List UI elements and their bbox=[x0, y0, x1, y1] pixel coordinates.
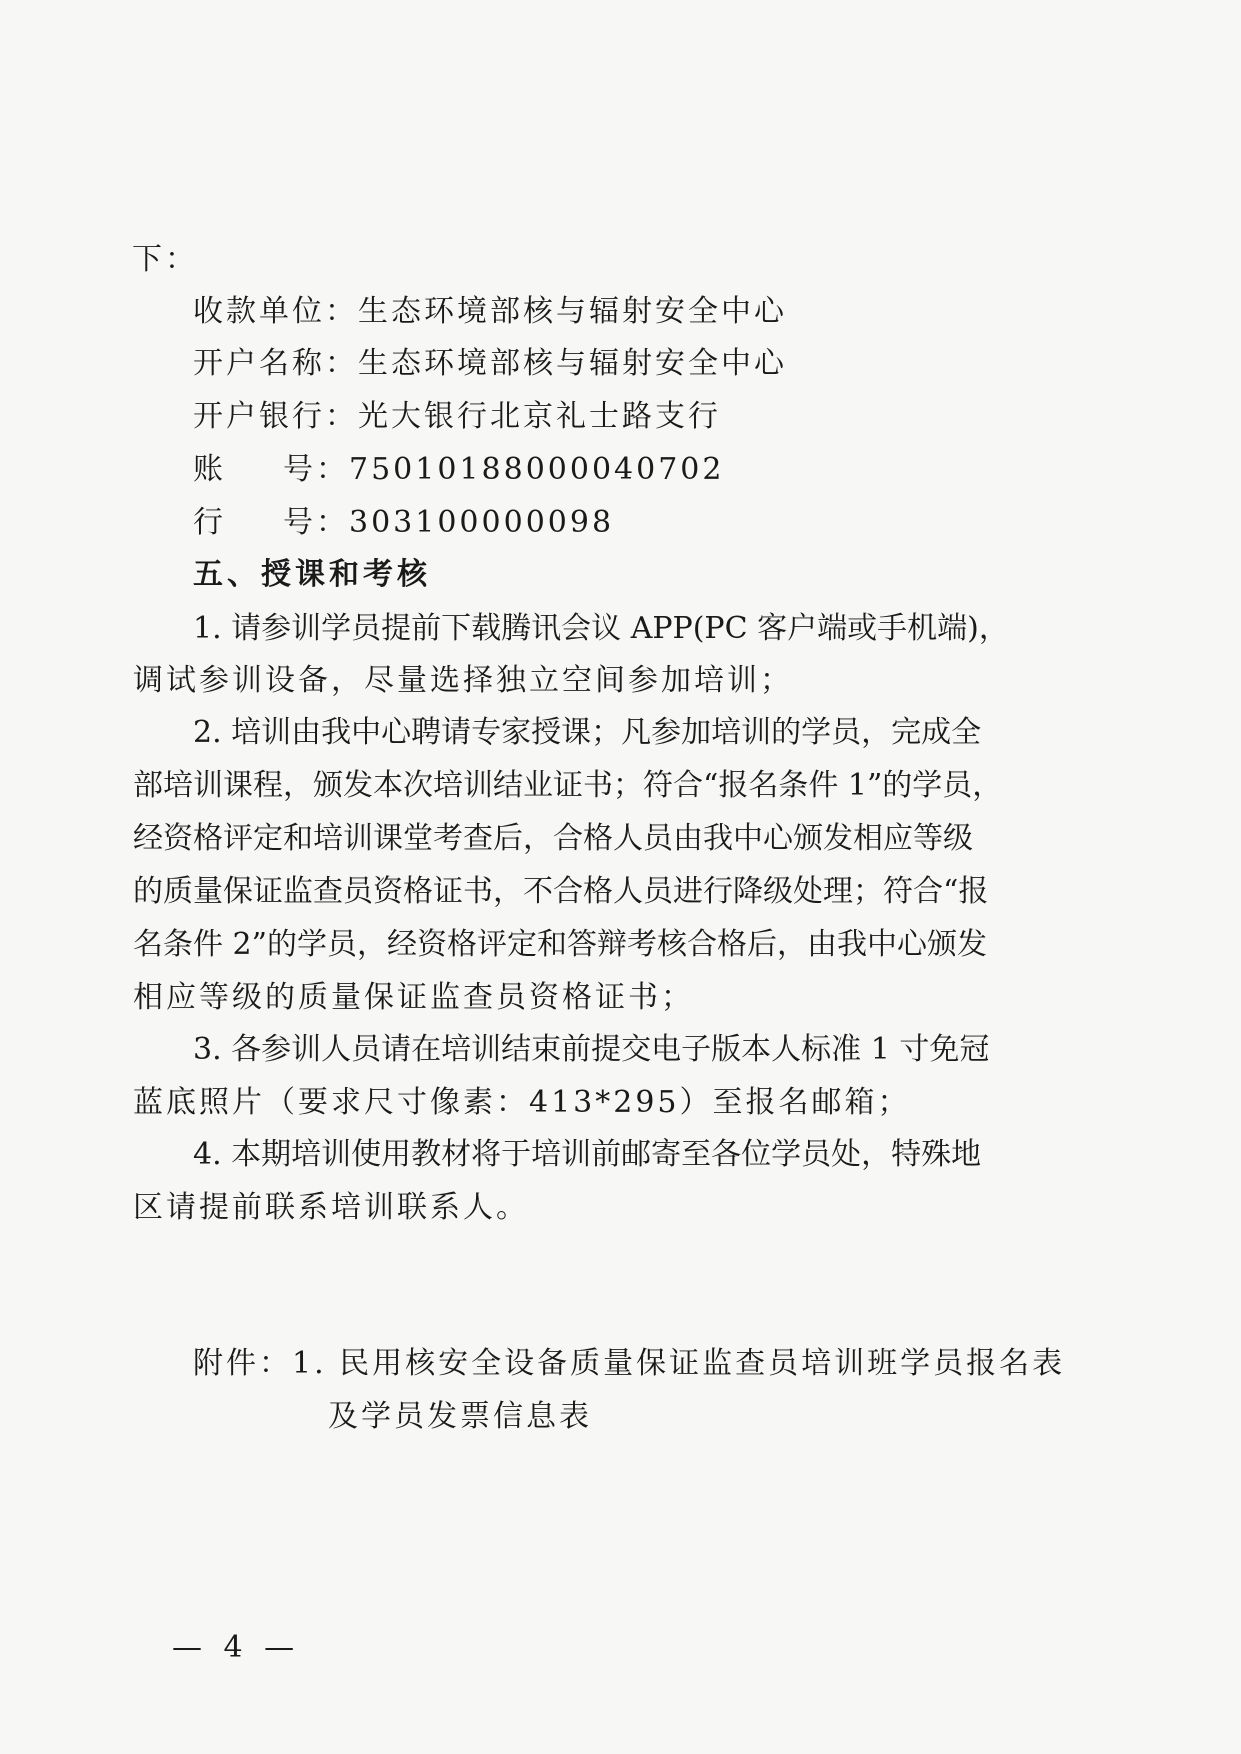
payee-value: 生态环境部核与辐射安全中心 bbox=[358, 294, 787, 329]
attachment-label: 附件： bbox=[193, 1346, 292, 1381]
bank-number-row bbox=[193, 503, 614, 543]
intro-fragment: 下： bbox=[132, 242, 198, 277]
account-name-value: 生态环境部核与辐射安全中心 bbox=[358, 346, 787, 381]
attachment-row bbox=[193, 1344, 1065, 1384]
bank-label: 开户银行： bbox=[193, 399, 358, 434]
account-number-row bbox=[193, 450, 724, 490]
item3-line2: 蓝底照片（要求尺寸像素：413*295）至报名邮箱； bbox=[133, 1085, 911, 1120]
item1-line1: 1. 请参训学员提前下载腾讯会议 APP(PC 客户端或手机端)， bbox=[193, 611, 1009, 646]
attachment-item1-line1: 1. 民用核安全设备质量保证监查员培训班学员报名表 bbox=[292, 1346, 1066, 1381]
account-name-label: 开户名称： bbox=[193, 346, 358, 381]
item1-line2: 调试参训设备，尽量选择独立空间参加培训； bbox=[133, 663, 793, 698]
item2-line4: 的质量保证监查员资格证书，不合格人员进行降级处理；符合“报 bbox=[133, 874, 989, 909]
attachment-item1-line2: 及学员发票信息表 bbox=[328, 1399, 592, 1434]
account-number-label-2: 号： bbox=[283, 452, 349, 487]
account-name-row bbox=[193, 344, 787, 384]
item2-line1: 2. 培训由我中心聘请专家授课；凡参加培训的学员，完成全 bbox=[193, 715, 982, 750]
item2-line2: 部培训课程，颁发本次培训结业证书；符合“报名条件 1”的学员， bbox=[133, 768, 1003, 803]
bank-number-label-2: 号： bbox=[283, 505, 349, 540]
account-number-label-1: 账 bbox=[193, 452, 226, 487]
payee-label: 收款单位： bbox=[193, 294, 358, 329]
item2-line3: 经资格评定和培训课堂考查后，合格人员由我中心颁发相应等级 bbox=[133, 821, 973, 856]
bank-row bbox=[193, 397, 721, 437]
bank-number-label-1: 行 bbox=[193, 505, 226, 540]
item4-line1: 4. 本期培训使用教材将于培训前邮寄至各位学员处，特殊地 bbox=[193, 1137, 982, 1172]
section-heading: 五、授课和考核 bbox=[193, 557, 431, 592]
item2-line5: 名条件 2”的学员，经资格评定和答辩考核合格后，由我中心颁发 bbox=[133, 927, 987, 962]
payee-row bbox=[193, 292, 787, 332]
account-number-value: 75010188000040702 bbox=[349, 452, 725, 487]
item4-line2: 区请提前联系培训联系人。 bbox=[133, 1190, 529, 1225]
bank-number-value: 303100000098 bbox=[349, 505, 615, 540]
item3-line1: 3. 各参训人员请在培训结束前提交电子版本人标准 1 寸免冠 bbox=[193, 1032, 990, 1067]
bank-value: 光大银行北京礼士路支行 bbox=[358, 399, 721, 434]
page-number: — 4 — bbox=[172, 1630, 301, 1665]
item2-line6: 相应等级的质量保证监查员资格证书； bbox=[133, 980, 694, 1015]
